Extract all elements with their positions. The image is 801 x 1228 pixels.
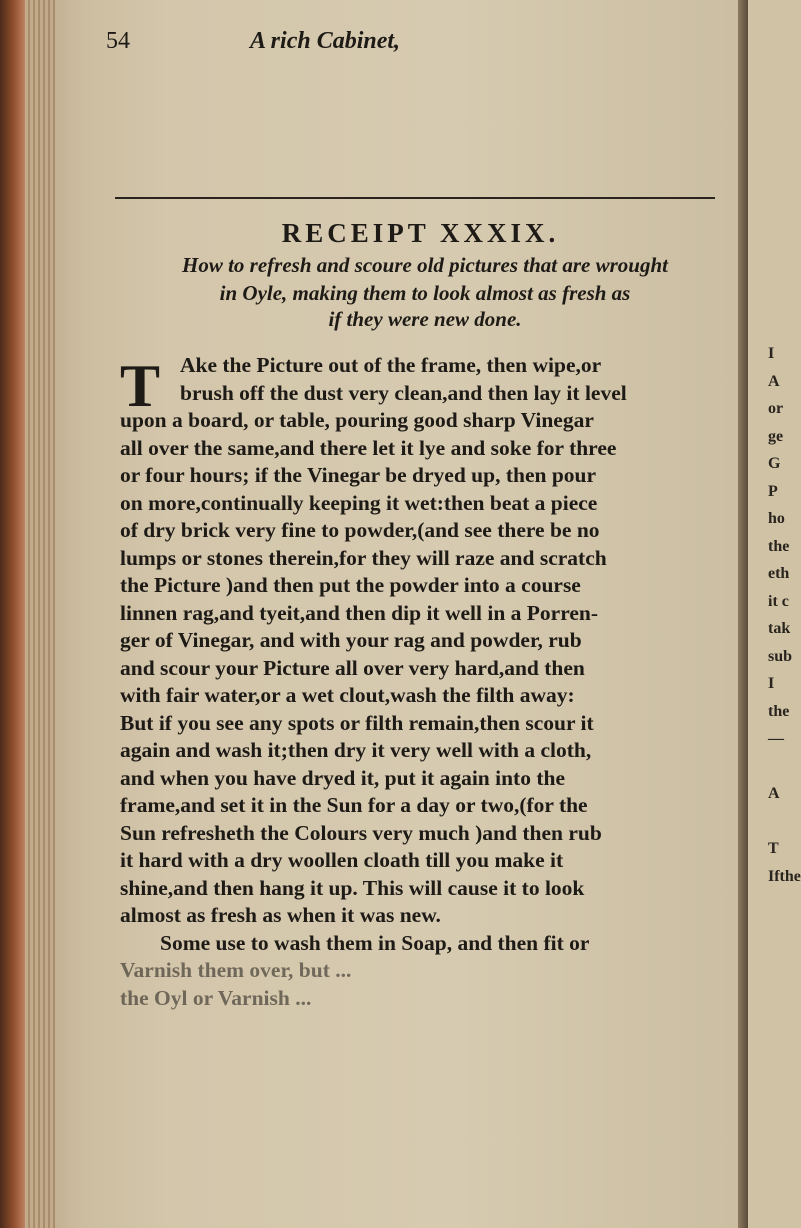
fragment: tak <box>768 620 791 637</box>
receipt-body <box>120 352 730 1012</box>
fragment: it c <box>768 592 789 610</box>
body-line: again and wash it;then dry it very well with a cloth, <box>120 738 592 762</box>
book-gutter <box>738 0 748 1228</box>
body-line: upon a board, or table, pouring good sharp Vinegar <box>120 408 594 432</box>
fragment: or <box>768 400 784 417</box>
fragment: A <box>768 785 780 802</box>
subtitle-line: How to refresh and scoure old pictures that are wrought <box>182 253 668 277</box>
body-line: or four hours; if the Vinegar be dryed up, then pour <box>120 463 597 487</box>
page-number: 54 <box>106 28 130 54</box>
subtitle-line: in Oyle, making them to look almost as fresh as <box>219 281 631 305</box>
body-line: brush off the dust very clean,and then lay it level <box>180 380 627 405</box>
receipt-title: RECEIPT XXXIX. <box>281 218 560 248</box>
page-leaves <box>25 0 55 1228</box>
body-line: the Oyl or Varnish ... <box>120 985 312 1010</box>
body-line: all over the same,and there let it lye and soke for three <box>120 435 617 460</box>
header-rule <box>115 197 715 199</box>
drop-cap: T <box>120 353 161 419</box>
fragment <box>768 753 801 781</box>
body-line: shine,and then hang it up. This will cause it to look <box>120 875 585 900</box>
body-line: the Picture )and then put the powder into a course <box>120 573 581 597</box>
fragment: ge <box>768 427 784 445</box>
body-line: Varnish them over, but ... <box>120 958 352 982</box>
fragment: ho <box>768 510 785 527</box>
fragment <box>768 808 801 836</box>
body-line: frame,and set it in the Sun for a day or two,(for the <box>120 793 588 817</box>
body-line: Some use to wash them in Soap, and then fit or <box>160 930 590 955</box>
body-line: and scour your Picture all over very hard,and then <box>120 655 585 680</box>
fragment: — <box>768 730 784 747</box>
fragment: T <box>768 840 779 857</box>
subtitle-line: if they were new done. <box>328 307 522 331</box>
fragment: P <box>768 482 778 500</box>
body-line: Ake the Picture out of the frame, then wipe,or <box>180 353 602 377</box>
fragment: Ifthe <box>768 867 801 885</box>
body-line: But if you see any spots or filth remain,then scour it <box>120 710 594 735</box>
body-line: on more,continually keeping it wet:then beat a piece <box>120 490 598 515</box>
body-line: with fair water,or a wet clout,wash the filth away: <box>120 683 575 707</box>
body-line: almost as fresh as when it was new. <box>120 903 441 927</box>
body-line: Sun refresheth the Colours very much )and then rub <box>120 820 602 845</box>
body-line: of dry brick very fine to powder,(and see there be no <box>120 518 600 542</box>
body-line: lumps or stones therein,for they will raze and scratch <box>120 545 607 570</box>
fragment: the <box>768 702 790 720</box>
body-line: and when you have dryed it, put it again into the <box>120 765 566 790</box>
body-line: ger of Vinegar, and with your rag and powder, rub <box>120 628 582 652</box>
fragment: A <box>768 372 780 390</box>
fragment: sub <box>768 647 793 665</box>
running-head: A rich Cabinet, <box>250 28 401 54</box>
body-line: linnen rag,and tyeit,and then dip it well in a Porren- <box>120 600 599 625</box>
facing-page-fragments <box>768 340 801 890</box>
fragment: eth <box>768 565 790 582</box>
fragment: G <box>768 455 781 472</box>
fragment: I <box>768 345 775 362</box>
body-line: it hard with a dry woollen cloath till you make it <box>120 848 564 872</box>
fragment: the <box>768 537 790 555</box>
fragment: I <box>768 675 775 692</box>
